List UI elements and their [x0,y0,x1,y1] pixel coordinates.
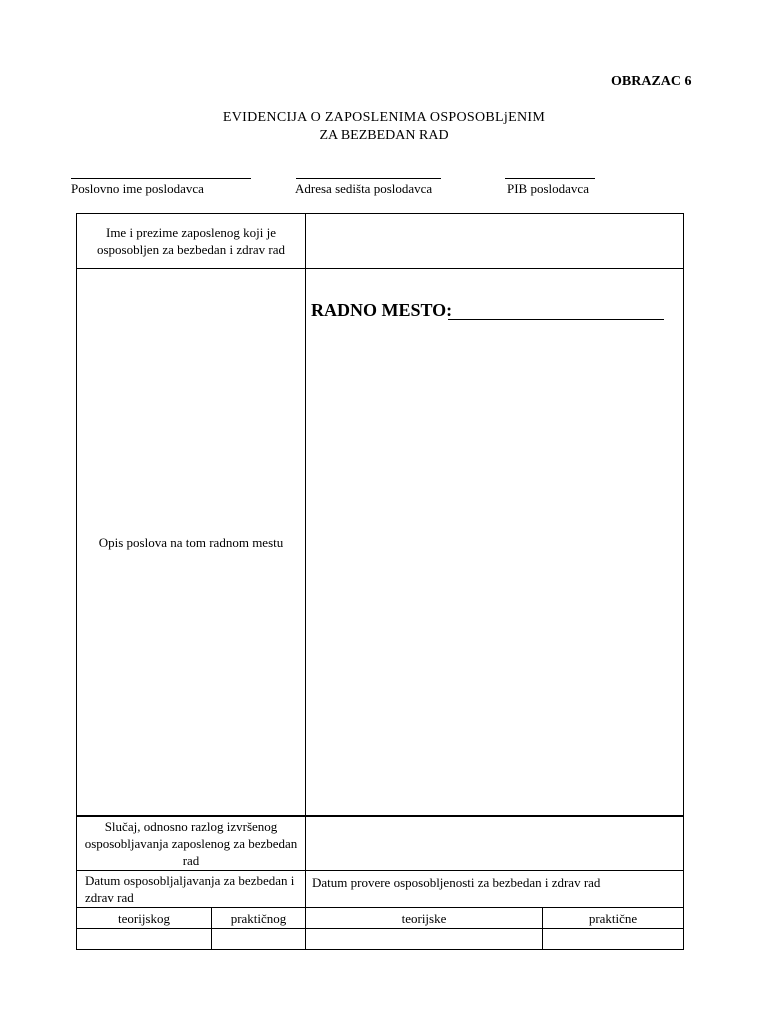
verification-practical-header: praktične [588,910,638,926]
employer-name-label: Poslovno ime poslodavca [71,181,204,196]
employee-name-label: Ime i prezime zaposlenog koji je osposobljen za bezbedan i zdrav rad [96,225,286,257]
employee-name-field[interactable] [306,214,683,268]
employer-address-label: Adresa sedišta poslodavca [295,181,433,196]
training-date-label: Datum osposobljaljavanja za bezbedan i zdrav rad [85,873,295,905]
verification-theory-date-field[interactable] [306,929,542,949]
training-reason-label: Slučaj, odnosno razlog izvršenog osposobljavanja zaposlenog za bezbedan rad [84,819,298,868]
workplace-field-line[interactable] [448,319,664,320]
verification-date-label: Datum provere osposobljenosti za bezbedan i zdrav rad [312,874,601,890]
verification-practical-date-field[interactable] [543,929,683,949]
training-practical-header: praktičnog [230,910,287,926]
verification-theory-header: teorijske [401,910,447,926]
training-reason-field[interactable] [306,817,683,870]
training-theory-date-field[interactable] [77,929,211,949]
form-title-line-2: ZA BEZBEDAN RAD [319,128,449,143]
workplace-label: RADNO MESTO: [311,300,453,320]
employer-pib-label: PIB poslodavca [507,181,589,196]
training-theory-header: teorijskog [118,910,170,926]
training-practical-date-field[interactable] [212,929,305,949]
form-title-line-1: EVIDENCIJA O ZAPOSLENIMA OSPOSOBLjENIM [222,110,546,125]
job-description-label: Opis poslova na tom radnom mestu [98,535,284,550]
form-code: OBRAZAC 6 [611,74,692,89]
